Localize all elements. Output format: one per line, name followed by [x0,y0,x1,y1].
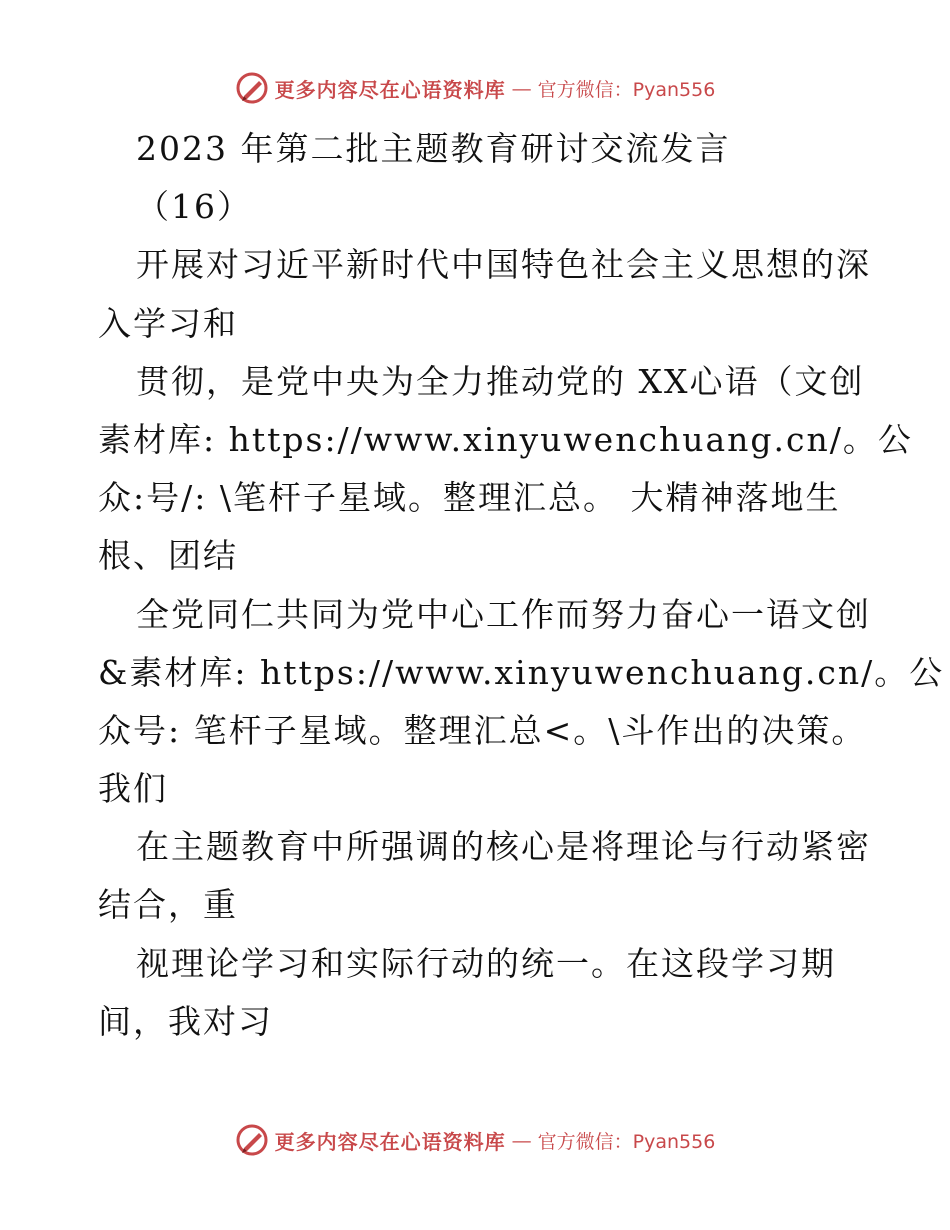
document-number: （16） [136,187,252,227]
banner-dash: — [511,1128,532,1152]
paragraph-line: 众:号/: \笔杆子星域。整理汇总。 大精神落地生 [98,478,841,518]
banner-wechat-text: 官方微信：Pyan556 [537,1130,716,1153]
paragraph-line: 全党同仁共同为党中心工作而努力奋心一语文创 [136,594,871,634]
header-watermark-banner [0,68,950,108]
pen-logo-icon [235,71,269,105]
paragraph-line: 众号: 笔杆子星域。整理汇总<。\斗作出的决策。 [98,710,867,750]
paragraph-line: 视理论学习和实际行动的统一。在这段学习期 [136,943,836,983]
paragraph-line: 我们 [98,769,168,809]
paragraph-line: 贯彻，是党中央为全力推动党的 XX心语（文创 [136,361,865,401]
document-title: 2023 年第二批主题教育研讨交流发言 [136,129,731,168]
banner-dash: — [511,76,532,100]
banner-main-text: 更多内容尽在心语资料库 [274,77,506,102]
paragraph-line: 开展对习近平新时代中国特色社会主义思想的深 [136,245,871,285]
paragraph-line: 间，我对习 [98,1001,273,1041]
banner-wechat-text: 官方微信：Pyan556 [537,78,716,101]
paragraph-line: 入学习和 [98,303,238,343]
paragraph-line: 根、团结 [98,536,238,576]
paragraph-line: &素材库: https://www.xinyuwenchuang.cn/。公 [98,652,945,692]
pen-logo-icon [235,1123,269,1157]
footer-watermark-banner [0,1120,950,1160]
paragraph-line: 结合，重 [98,885,238,925]
paragraph-line: 在主题教育中所强调的核心是将理论与行动紧密 [136,827,871,867]
paragraph-line: 素材库: https://www.xinyuwenchuang.cn/。公 [98,419,913,459]
document-body [98,120,945,1051]
banner-main-text: 更多内容尽在心语资料库 [274,1129,506,1154]
